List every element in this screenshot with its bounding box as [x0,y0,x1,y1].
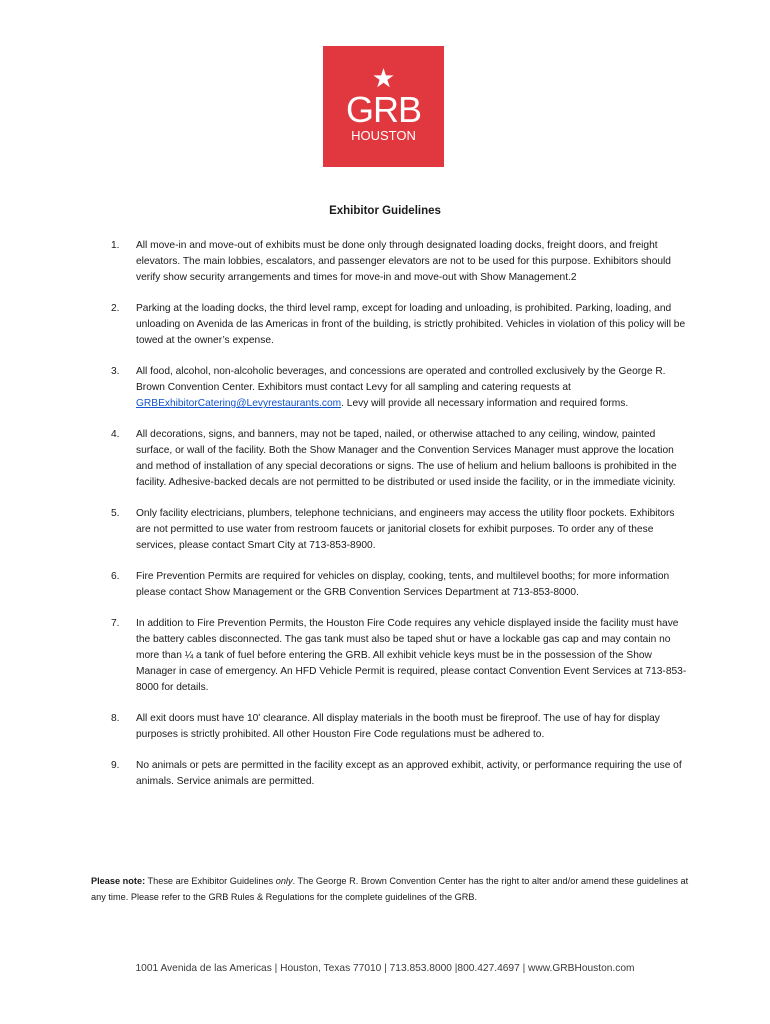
item-number: 3. [111,366,120,377]
item-text-after-link: . Levy will provide all necessary information and required forms. [341,398,629,409]
list-item [91,569,691,601]
list-item [91,711,691,743]
item-text: All move-in and move-out of exhibits must be done only through designated loading docks, freight doors, and freight elevators. The main lobbies, escalators, and passenger elevators are not to be used for this purpose. Exhibitors should verify show security arrangements and times for move-in and move-out with Show Management.2 [136,240,671,283]
item-number: 8. [111,713,120,724]
item-number: 1. [111,240,120,251]
note-emphasis: only [275,876,293,886]
item-text: Only facility electricians, plumbers, telephone technicians, and engineers may access the utility floor pockets. Exhibitors are not permitted to use water from restroom faucets or janitorial closets for exhibit purposes. To order any of these services, please contact Smart City at 713-853-8900. [136,508,675,551]
item-number: 4. [111,429,120,440]
item-number: 2. [111,303,120,314]
item-text: No animals or pets are permitted in the facility except as an approved exhibit, activity, or performance requiring the use of animals. Service animals are permitted. [136,760,682,787]
item-text: All decorations, signs, and banners, may not be taped, nailed, or otherwise attached to any ceiling, window, painted surface, or wall of the facility. Both the Show Manager and the Convention Services Manager must approve the location and method of installation of any special decorations or signs. The use of helium and helium balloons is prohibited in the facility. Adhesive-backed decals are not permitted to be distributed or used inside the facility, or in the immediate vicinity. [136,429,677,488]
item-text: All exit doors must have 10ʹ clearance. All display materials in the booth must be fireproof. The use of hay for display purposes is strictly prohibited. All other Houston Fire Code regulations must be adhered to. [136,713,660,740]
item-text: Parking at the loading docks, the third level ramp, except for loading and unloading, is prohibited. Parking, loading, and unloading on Avenida de las Americas in front of the building, is strictly prohibited. Vehicles in violation of this policy will be towed at the owner’s expense. [136,303,686,346]
item-text [136,364,691,412]
list-item [91,364,691,412]
list-item [91,616,691,696]
guidelines-list [91,238,691,805]
logo-grb-text: GRB [345,89,422,130]
logo-graphic [323,46,444,167]
note-label: Please note: [91,876,146,886]
star-icon [373,68,393,87]
item-text: In addition to Fire Prevention Permits, the Houston Fire Code requires any vehicle displayed inside the facility must have the battery cables disconnected. The gas tank must also be taped shut or have a lockable gas cap and may contain no more than ¼ a tank of fuel before entering the GRB. All exhibit vehicle keys must be in the possession of the Show Manager in case of emergency. An HFD Vehicle Permit is required, please contact Convention Event Services at 713-853-8000 for details. [136,618,687,693]
catering-email-link[interactable]: GRBExhibitorCatering@Levyrestaurants.com [136,398,342,409]
logo-houston-text: HOUSTON [351,128,416,143]
item-number: 9. [111,760,120,771]
item-number: 7. [111,618,120,629]
grb-houston-logo [323,46,444,167]
note-text-part1: These are Exhibitor Guidelines [145,876,276,886]
list-item [91,427,691,491]
item-text: Fire Prevention Permits are required for vehicles on display, cooking, tents, and multilevel booths; for more information please contact Show Management or the GRB Convention Services Department at 713-853-8000. [136,571,670,598]
item-text-before-link: All food, alcohol, non-alcoholic beverages, and concessions are operated and controlled exclusively by the George R. Brown Convention Center. Exhibitors must contact Levy for all sampling and catering requests at [136,366,666,393]
item-number: 6. [111,571,120,582]
list-item [91,758,691,790]
list-item [91,238,691,286]
list-item [91,506,691,554]
list-item [91,301,691,349]
note-text-part2: . The George R. Brown Convention Center has the right to alter and/or amend these guidelines at any time. Please refer to the GRB Rules & Regulations for the complete guidelines of the GRB. [91,876,689,902]
item-number: 5. [111,508,120,519]
footer-contact: 1001 Avenida de las Americas | Houston, Texas 77010 | 713.853.8000 |800.427.4697 | www.GRBHouston.com [135,963,635,974]
please-note-paragraph [91,873,691,905]
page-title: Exhibitor Guidelines [329,205,441,217]
